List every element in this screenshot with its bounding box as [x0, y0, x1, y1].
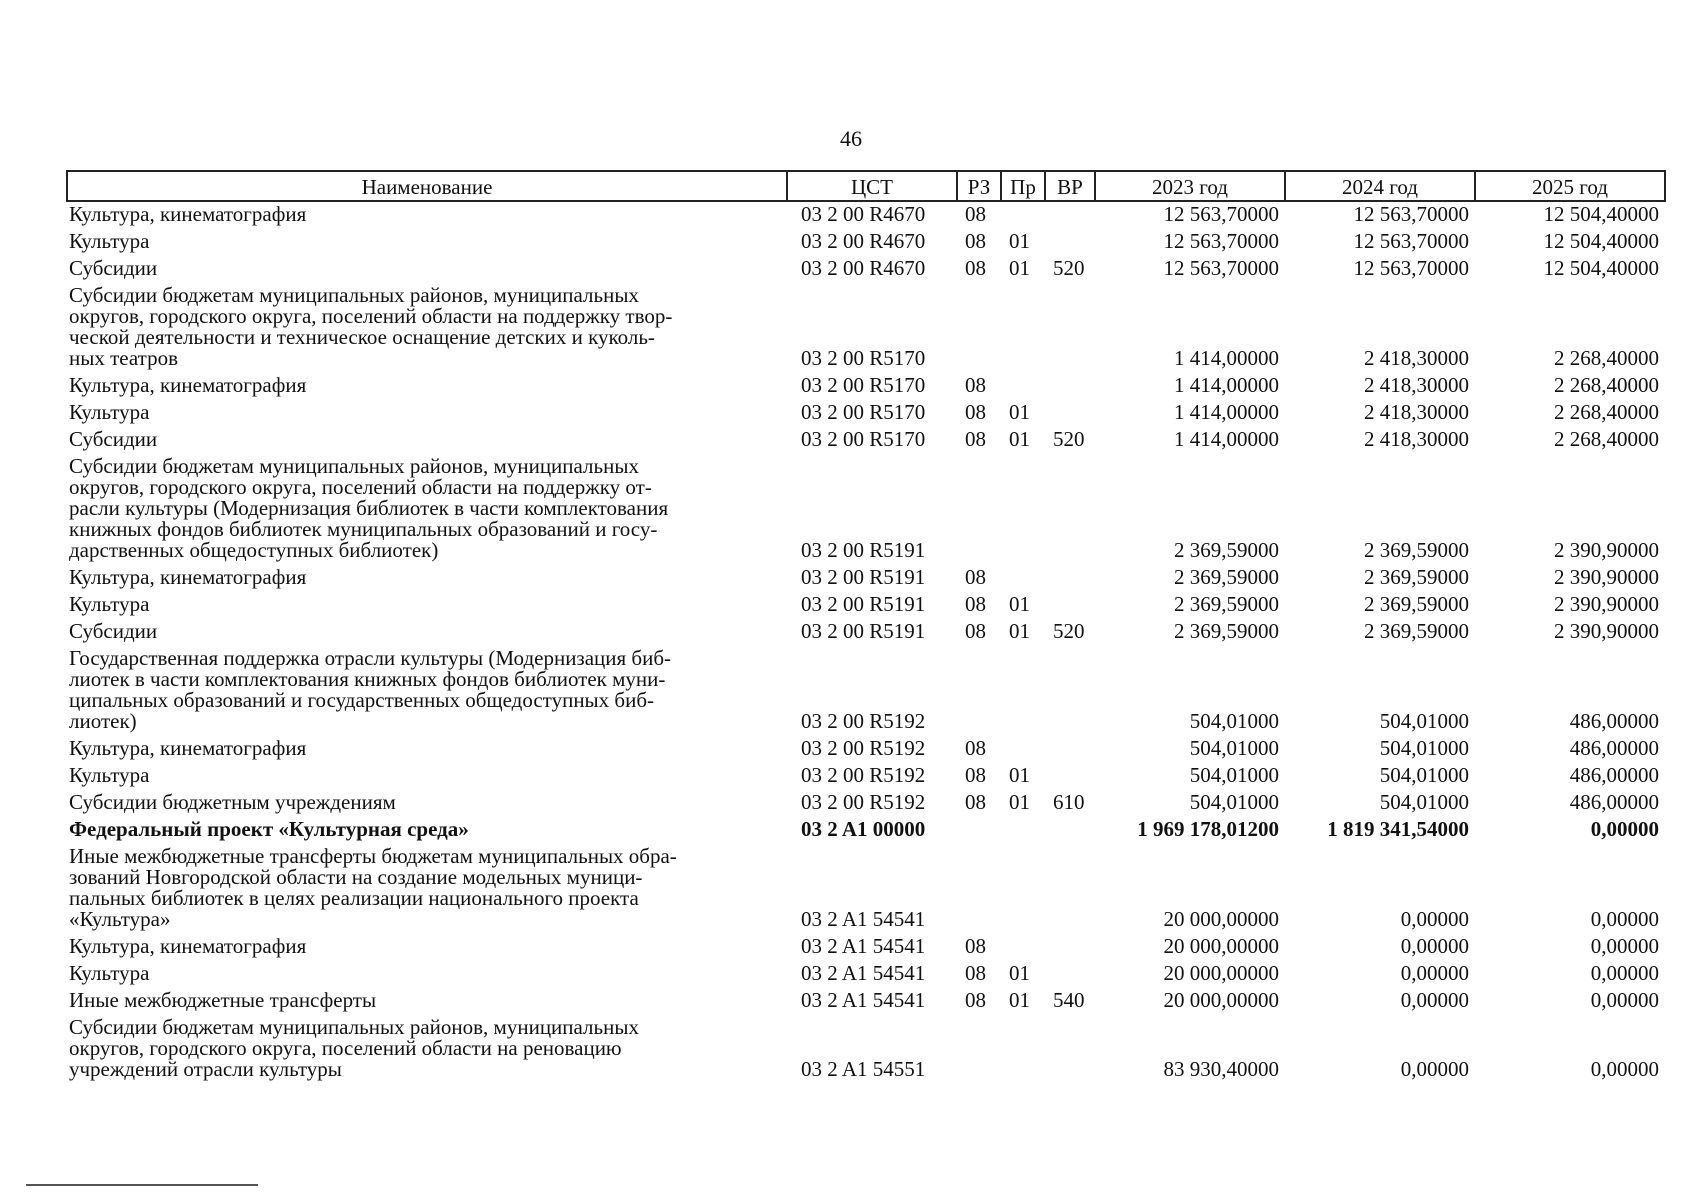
- row-name-line: учреждений отрасли культуры: [69, 1057, 342, 1081]
- row-name: [67, 229, 787, 256]
- row-cst: 03 2 00 R4670: [801, 202, 926, 226]
- row-y2023: 83 930,40000: [1163, 1057, 1279, 1081]
- row-rz: [957, 1015, 1001, 1084]
- row-rz: 08: [965, 988, 986, 1012]
- row-y2023: 2 369,59000: [1174, 619, 1279, 643]
- row-y2023: 12 563,70000: [1163, 229, 1279, 253]
- header-vr: ВР: [1045, 171, 1095, 201]
- row-y2025: 486,00000: [1569, 709, 1659, 733]
- row-vr: [1045, 844, 1095, 934]
- row-name-line: «Культура»: [69, 907, 171, 931]
- row-pr: 01: [1009, 256, 1030, 280]
- row-pr: 01: [1009, 619, 1030, 643]
- row-rz: 08: [965, 790, 986, 814]
- table-row: [67, 817, 1665, 844]
- footer-divider: [26, 1184, 258, 1186]
- row-y2025: 2 268,40000: [1554, 346, 1659, 370]
- page-number: 46: [840, 126, 862, 151]
- row-name-line: Субсидии: [69, 619, 158, 643]
- table-row: [67, 256, 1665, 283]
- row-name-line: Культура, кинематография: [69, 373, 307, 397]
- table-row: [67, 646, 1665, 736]
- row-rz: 08: [965, 202, 986, 226]
- table-row: [67, 373, 1665, 400]
- row-y2025: 2 390,90000: [1554, 565, 1659, 589]
- row-y2023: 20 000,00000: [1163, 934, 1279, 958]
- row-pr: [1001, 646, 1045, 736]
- row-y2024: 2 418,30000: [1364, 427, 1469, 451]
- row-name: [67, 646, 787, 736]
- row-name-line: Культура, кинематография: [69, 565, 307, 589]
- row-name-line: зований Новгородской области на создание модельных муници-: [69, 865, 643, 889]
- row-name-line: округов, городского округа, поселений области на поддержку от-: [69, 475, 652, 499]
- row-cst: 03 2 00 R5191: [801, 619, 926, 643]
- row-vr: 520: [1053, 256, 1085, 280]
- row-pr: [1001, 817, 1045, 844]
- row-y2024: 0,00000: [1400, 934, 1469, 958]
- row-name-line: ческой деятельности и техническое оснащение детских и куколь-: [69, 325, 655, 349]
- row-cst: 03 2 00 R5191: [801, 538, 926, 562]
- row-y2023: 1 969 178,01200: [1137, 817, 1279, 841]
- row-vr: [1045, 373, 1095, 400]
- row-y2025: 0,00000: [1590, 961, 1659, 985]
- row-name-line: Культура: [69, 229, 150, 253]
- row-vr: [1045, 283, 1095, 373]
- row-y2023: 504,01000: [1189, 763, 1279, 787]
- row-name: [67, 256, 787, 283]
- row-y2024: 0,00000: [1400, 1057, 1469, 1081]
- row-name-line: Государственная поддержка отрасли культуры (Модернизация биб-: [69, 646, 672, 670]
- row-pr: [1001, 201, 1045, 229]
- header-cst: ЦСТ: [787, 171, 957, 201]
- row-name: [67, 427, 787, 454]
- row-name-line: ципальных образований и государственных общедоступных биб-: [69, 688, 655, 712]
- row-cst: 03 2 00 R5192: [801, 790, 926, 814]
- row-y2024: 0,00000: [1400, 988, 1469, 1012]
- row-name: [67, 283, 787, 373]
- row-pr: [1001, 844, 1045, 934]
- row-rz: [957, 817, 1001, 844]
- row-y2023: 504,01000: [1189, 790, 1279, 814]
- row-cst: 03 2 00 R4670: [801, 256, 926, 280]
- table-row: [67, 763, 1665, 790]
- row-pr: 01: [1009, 763, 1030, 787]
- row-pr: [1001, 565, 1045, 592]
- row-pr: 01: [1009, 988, 1030, 1012]
- table-header-row: [67, 171, 1665, 201]
- row-vr: 520: [1053, 427, 1085, 451]
- row-vr: [1045, 736, 1095, 763]
- row-y2025: 2 268,40000: [1554, 427, 1659, 451]
- row-name: [67, 844, 787, 934]
- row-name-line: расли культуры (Модернизация библиотек в части комплектования: [69, 496, 669, 520]
- row-name: [67, 400, 787, 427]
- row-y2025: 486,00000: [1569, 790, 1659, 814]
- row-vr: [1045, 565, 1095, 592]
- row-y2024: 2 418,30000: [1364, 400, 1469, 424]
- row-name-line: Культура: [69, 400, 150, 424]
- row-vr: [1045, 592, 1095, 619]
- table-row: [67, 201, 1665, 229]
- row-y2025: 0,00000: [1590, 934, 1659, 958]
- row-y2023: 2 369,59000: [1174, 592, 1279, 616]
- row-y2025: 0,00000: [1590, 1057, 1659, 1081]
- row-y2025: 2 268,40000: [1554, 400, 1659, 424]
- row-rz: 08: [965, 592, 986, 616]
- table-row: [67, 988, 1665, 1015]
- row-y2024: 0,00000: [1400, 907, 1469, 931]
- budget-sheet: [66, 170, 1666, 1084]
- row-y2023: 12 563,70000: [1163, 256, 1279, 280]
- row-name: [67, 454, 787, 565]
- row-vr: [1045, 1015, 1095, 1084]
- table-row: [67, 283, 1665, 373]
- row-name: [67, 934, 787, 961]
- row-y2025: 2 390,90000: [1554, 592, 1659, 616]
- row-y2025: 0,00000: [1590, 988, 1659, 1012]
- row-vr: [1045, 201, 1095, 229]
- row-name-line: лиотек): [69, 709, 137, 733]
- row-y2025: 486,00000: [1569, 736, 1659, 760]
- header-pr: Пр: [1001, 171, 1045, 201]
- row-name-line: книжных фондов библиотек муниципальных образований и госу-: [69, 517, 658, 541]
- row-y2023: 1 414,00000: [1174, 373, 1279, 397]
- row-rz: 08: [965, 565, 986, 589]
- row-rz: [957, 454, 1001, 565]
- row-name-line: Субсидии бюджетным учреждениям: [69, 790, 396, 814]
- table-row: [67, 400, 1665, 427]
- row-rz: 08: [965, 961, 986, 985]
- table-row: [67, 934, 1665, 961]
- row-y2023: 1 414,00000: [1174, 400, 1279, 424]
- row-name: [67, 736, 787, 763]
- row-name-line: Субсидии бюджетам муниципальных районов, муниципальных: [69, 454, 639, 478]
- row-name: [67, 817, 787, 844]
- row-pr: [1001, 454, 1045, 565]
- row-y2024: 2 418,30000: [1364, 373, 1469, 397]
- row-cst: 03 2 00 R4670: [801, 229, 926, 253]
- table-row: [67, 1015, 1665, 1084]
- table-row: [67, 592, 1665, 619]
- row-pr: 01: [1009, 400, 1030, 424]
- row-pr: 01: [1009, 427, 1030, 451]
- row-y2023: 2 369,59000: [1174, 565, 1279, 589]
- row-cst: 03 2 00 R5170: [801, 373, 926, 397]
- row-rz: 08: [965, 619, 986, 643]
- row-vr: [1045, 400, 1095, 427]
- row-pr: 01: [1009, 592, 1030, 616]
- row-vr: 520: [1053, 619, 1085, 643]
- row-y2023: 504,01000: [1189, 709, 1279, 733]
- row-cst: 03 2 00 R5192: [801, 709, 926, 733]
- row-vr: [1045, 763, 1095, 790]
- row-y2025: 486,00000: [1569, 763, 1659, 787]
- row-rz: 08: [965, 373, 986, 397]
- row-cst: 03 2 A1 54541: [801, 934, 926, 958]
- row-y2023: 12 563,70000: [1163, 202, 1279, 226]
- row-pr: [1001, 283, 1045, 373]
- row-name-line: Культура: [69, 592, 150, 616]
- row-y2024: 12 563,70000: [1353, 202, 1469, 226]
- row-cst: 03 2 A1 54541: [801, 988, 926, 1012]
- row-cst: 03 2 A1 00000: [801, 817, 926, 841]
- row-y2025: 0,00000: [1590, 907, 1659, 931]
- row-name: [67, 565, 787, 592]
- row-y2024: 2 418,30000: [1364, 346, 1469, 370]
- header-2024: 2024 год: [1285, 171, 1475, 201]
- row-y2024: 504,01000: [1379, 709, 1469, 733]
- table-row: [67, 961, 1665, 988]
- row-cst: 03 2 00 R5192: [801, 763, 926, 787]
- row-name: [67, 201, 787, 229]
- row-y2023: 1 414,00000: [1174, 346, 1279, 370]
- row-y2023: 20 000,00000: [1163, 988, 1279, 1012]
- row-rz: 08: [965, 400, 986, 424]
- row-vr: [1045, 934, 1095, 961]
- row-name: [67, 592, 787, 619]
- row-name: [67, 961, 787, 988]
- row-name-line: Субсидии: [69, 256, 158, 280]
- row-y2023: 2 369,59000: [1174, 538, 1279, 562]
- row-cst: 03 2 00 R5170: [801, 346, 926, 370]
- table-row: [67, 427, 1665, 454]
- table-row: [67, 229, 1665, 256]
- row-cst: 03 2 00 R5170: [801, 427, 926, 451]
- row-y2024: 504,01000: [1379, 736, 1469, 760]
- row-name-line: Культура, кинематография: [69, 934, 307, 958]
- row-pr: 01: [1009, 790, 1030, 814]
- row-y2025: 12 504,40000: [1543, 229, 1659, 253]
- header-rz: РЗ: [957, 171, 1001, 201]
- row-rz: [957, 844, 1001, 934]
- row-name-line: округов, городского округа, поселений области на поддержку твор-: [69, 304, 673, 328]
- row-rz: 08: [965, 736, 986, 760]
- row-name: [67, 1015, 787, 1084]
- row-cst: 03 2 A1 54541: [801, 907, 926, 931]
- row-name: [67, 790, 787, 817]
- row-name: [67, 373, 787, 400]
- row-y2025: 2 268,40000: [1554, 373, 1659, 397]
- table-row: [67, 619, 1665, 646]
- table-row: [67, 790, 1665, 817]
- table-row: [67, 565, 1665, 592]
- row-y2025: 12 504,40000: [1543, 256, 1659, 280]
- row-rz: [957, 646, 1001, 736]
- row-vr: [1045, 646, 1095, 736]
- row-y2023: 504,01000: [1189, 736, 1279, 760]
- row-vr: [1045, 229, 1095, 256]
- row-y2024: 504,01000: [1379, 763, 1469, 787]
- row-cst: 03 2 00 R5170: [801, 400, 926, 424]
- row-name-line: Субсидии: [69, 427, 158, 451]
- row-y2023: 1 414,00000: [1174, 427, 1279, 451]
- row-vr: [1045, 454, 1095, 565]
- row-vr: [1045, 817, 1095, 844]
- row-name-line: Иные межбюджетные трансферты: [69, 988, 377, 1012]
- row-name: [67, 619, 787, 646]
- row-name-line: Субсидии бюджетам муниципальных районов, муниципальных: [69, 1015, 639, 1039]
- row-y2024: 2 369,59000: [1364, 538, 1469, 562]
- row-name: [67, 988, 787, 1015]
- row-name-line: округов, городского округа, поселений области на реновацию: [69, 1036, 622, 1060]
- budget-table: [66, 170, 1666, 1084]
- row-rz: 08: [965, 763, 986, 787]
- row-y2025: 2 390,90000: [1554, 538, 1659, 562]
- row-vr: [1045, 961, 1095, 988]
- row-cst: 03 2 00 R5191: [801, 565, 926, 589]
- row-rz: 08: [965, 427, 986, 451]
- header-name: Наименование: [67, 171, 787, 201]
- table-row: [67, 736, 1665, 763]
- row-name-line: Субсидии бюджетам муниципальных районов, муниципальных: [69, 283, 639, 307]
- row-cst: 03 2 00 R5192: [801, 736, 926, 760]
- row-name-line: дарственных общедоступных библиотек): [69, 538, 439, 562]
- table-row: [67, 844, 1665, 934]
- table-row: [67, 454, 1665, 565]
- header-2025: 2025 год: [1475, 171, 1665, 201]
- row-y2023: 20 000,00000: [1163, 907, 1279, 931]
- row-name: [67, 763, 787, 790]
- table-body: [67, 201, 1665, 1084]
- header-2023: 2023 год: [1095, 171, 1285, 201]
- row-rz: 08: [965, 229, 986, 253]
- row-rz: [957, 283, 1001, 373]
- row-pr: [1001, 1015, 1045, 1084]
- row-cst: 03 2 00 R5191: [801, 592, 926, 616]
- row-cst: 03 2 A1 54541: [801, 961, 926, 985]
- row-pr: [1001, 736, 1045, 763]
- row-y2025: 0,00000: [1590, 817, 1659, 841]
- row-name-line: Федеральный проект «Культурная среда»: [69, 817, 469, 841]
- row-pr: [1001, 373, 1045, 400]
- row-y2024: 504,01000: [1379, 790, 1469, 814]
- row-y2024: 1 819 341,54000: [1327, 817, 1469, 841]
- row-pr: [1001, 934, 1045, 961]
- row-cst: 03 2 A1 54551: [801, 1057, 926, 1081]
- row-pr: 01: [1009, 229, 1030, 253]
- row-name-line: ных театров: [69, 346, 178, 370]
- row-pr: 01: [1009, 961, 1030, 985]
- row-y2024: 2 369,59000: [1364, 565, 1469, 589]
- row-name-line: Культура: [69, 763, 150, 787]
- row-y2024: 0,00000: [1400, 961, 1469, 985]
- row-name-line: пальных библиотек в целях реализации национального проекта: [69, 886, 639, 910]
- row-y2024: 2 369,59000: [1364, 592, 1469, 616]
- row-name-line: Культура: [69, 961, 150, 985]
- row-name-line: Культура, кинематография: [69, 736, 307, 760]
- row-y2025: 12 504,40000: [1543, 202, 1659, 226]
- row-name-line: лиотек в части комплектования книжных фондов библиотек муни-: [69, 667, 666, 691]
- row-name-line: Культура, кинематография: [69, 202, 307, 226]
- row-name-line: Иные межбюджетные трансферты бюджетам муниципальных обра-: [69, 844, 677, 868]
- row-y2024: 12 563,70000: [1353, 256, 1469, 280]
- row-vr: 540: [1053, 988, 1085, 1012]
- row-rz: 08: [965, 256, 986, 280]
- row-rz: 08: [965, 934, 986, 958]
- row-y2024: 2 369,59000: [1364, 619, 1469, 643]
- row-y2023: 20 000,00000: [1163, 961, 1279, 985]
- row-y2024: 12 563,70000: [1353, 229, 1469, 253]
- row-vr: 610: [1053, 790, 1085, 814]
- row-y2025: 2 390,90000: [1554, 619, 1659, 643]
